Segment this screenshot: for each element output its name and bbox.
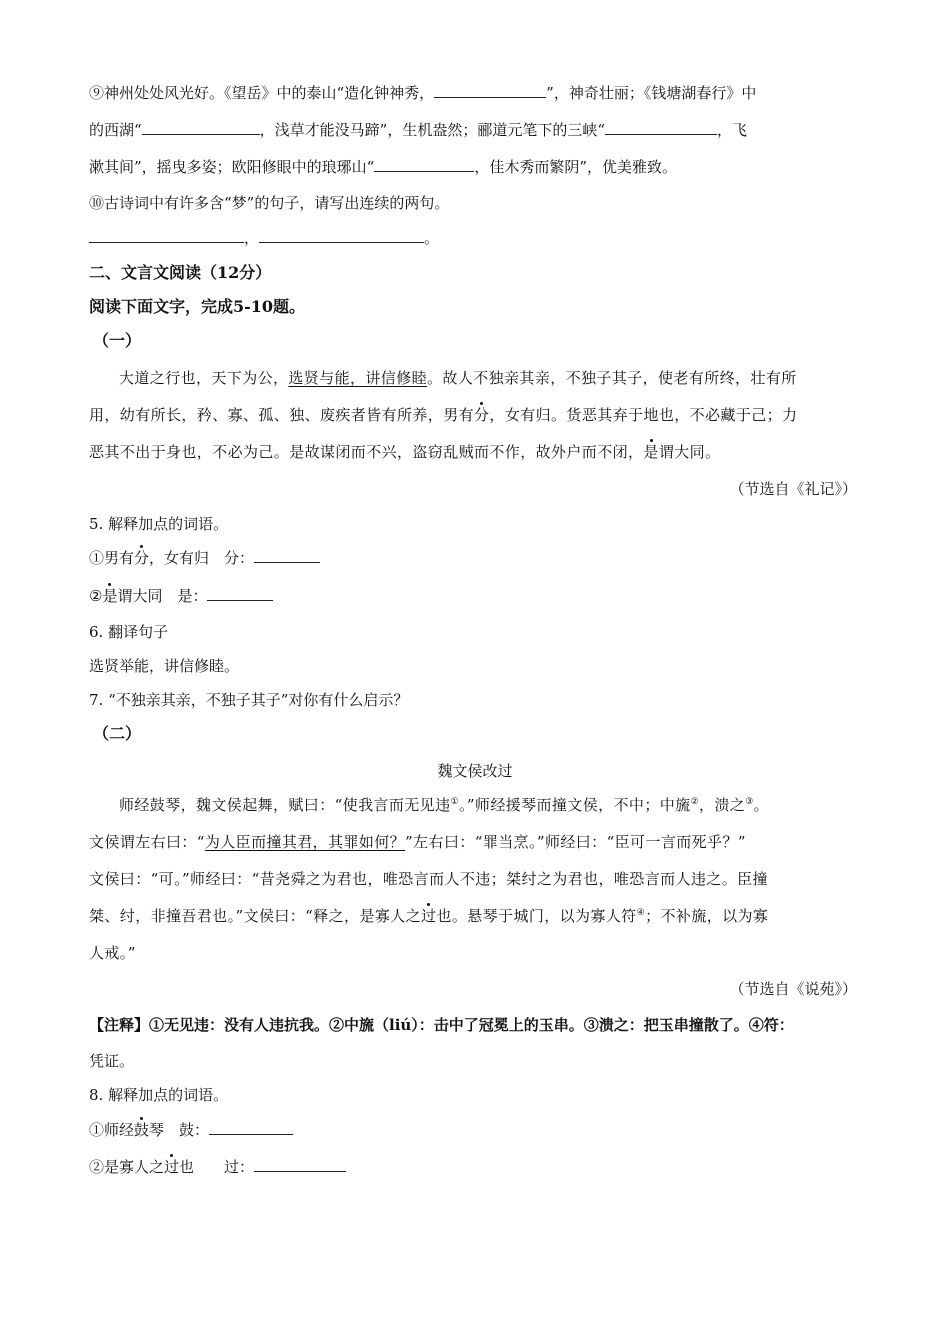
source-citation: （节选自《说苑》） bbox=[729, 980, 857, 998]
passage-2-line-4 bbox=[89, 906, 768, 926]
passage-text: ；不补旒，以为寡 bbox=[645, 907, 769, 925]
answer-blank[interactable] bbox=[374, 157, 474, 172]
passage-text: 谓大同。 bbox=[658, 443, 721, 461]
item-text: ② bbox=[89, 587, 103, 605]
note-marker: ② bbox=[690, 797, 699, 807]
part-label: （一） bbox=[93, 331, 142, 350]
source-citation: （节选自《礼记》） bbox=[729, 480, 857, 498]
notes-text: 【注释】①无见违：没有人违抗我。②中旒（liú）：击中了冠冕上的玉串。③溃之：把玉串撞散了。④符： bbox=[89, 1016, 794, 1034]
passage-text: 。 bbox=[753, 796, 770, 814]
note-marker: ③ bbox=[745, 797, 754, 807]
passage-text: 桀、纣，非撞吾君也。”文侯曰：“释之，是寡人之 bbox=[89, 907, 422, 925]
passage-text: 恶其不出于身也，不必为己。是故谋闭而不兴，盗窃乱贼而不作，故外户而不闭， bbox=[89, 443, 644, 461]
q9-line-1 bbox=[89, 83, 756, 103]
answer-blank[interactable] bbox=[142, 120, 260, 135]
q5-item-2 bbox=[89, 586, 273, 606]
separator: ， bbox=[244, 229, 260, 247]
dotted-word: 是 bbox=[102, 587, 118, 605]
q10-prompt: ⑩古诗词中有许多含“梦”的句子，请写出连续的两句。 bbox=[89, 194, 450, 212]
q9-line-2 bbox=[89, 120, 747, 140]
passage-1-line-3 bbox=[89, 442, 720, 462]
dotted-word: 是 bbox=[643, 443, 659, 461]
q8-item-1 bbox=[89, 1120, 293, 1140]
passage-text: 师经鼓琴，魏文侯起舞，赋曰：“使我言而无见违 bbox=[119, 796, 451, 814]
answer-blank[interactable] bbox=[89, 228, 244, 243]
q7-title: 7. “不独亲其亲，不独子其子”对你有什么启示？ bbox=[89, 691, 409, 709]
section-title: 二、文言文阅读（12分） bbox=[89, 263, 272, 282]
underlined-phrase: 为人臣而撞其君，其罪如何？ bbox=[204, 833, 406, 851]
q10-answer-line bbox=[89, 228, 439, 248]
answer-blank[interactable] bbox=[209, 1120, 293, 1135]
passage-text: 用，幼有所长，矜、寡、孤、独、废疾者皆有所养，男有 bbox=[89, 406, 475, 424]
dotted-word: 鼓 bbox=[134, 1121, 150, 1139]
q9-text: ，浅草才能没马蹄”，生机盎然；郦道元笔下的三峡“ bbox=[259, 121, 606, 139]
answer-blank[interactable] bbox=[254, 1157, 346, 1172]
q9-line-3 bbox=[89, 157, 677, 177]
part-label: （二） bbox=[93, 724, 142, 743]
answer-blank[interactable] bbox=[605, 120, 717, 135]
q9-text: ，佳木秀而繁阴”，优美雅致。 bbox=[474, 158, 678, 176]
item-text: ①师经 bbox=[89, 1121, 135, 1139]
q6-sentence: 选贤举能，讲信修睦。 bbox=[89, 657, 240, 675]
q9-text: ⑨神州处处风光好。《望岳》中的泰山“造化钟神秀， bbox=[89, 84, 435, 102]
passage-2-line-3: 文侯曰：“可。”师经曰：“昔尧舜之为君也，唯恐言而人不违；桀纣之为君也，唯恐言而人违之。臣撞 bbox=[89, 870, 768, 888]
q8-title: 8. 解释加点的词语。 bbox=[89, 1086, 229, 1104]
passage-text: ”左右曰：“罪当烹。”师经曰：“臣可一言而死乎？” bbox=[405, 833, 746, 851]
passage-1-line-2 bbox=[89, 405, 797, 425]
q9-text: 的西湖“ bbox=[89, 121, 142, 139]
q5-item-1 bbox=[89, 548, 320, 568]
item-text: 谓大同 是： bbox=[117, 587, 208, 605]
dotted-word: 过 bbox=[164, 1158, 180, 1176]
passage-2-line-5: 人戒。” bbox=[89, 944, 136, 962]
answer-blank[interactable] bbox=[434, 83, 546, 98]
item-text: 琴 鼓： bbox=[149, 1121, 210, 1139]
dotted-word: 分 bbox=[134, 549, 150, 567]
passage-text: 大道之行也，天下为公， bbox=[119, 369, 289, 387]
item-text: 也 过： bbox=[179, 1158, 255, 1176]
q9-text: 漱其间”，摇曳多姿；欧阳修眼中的琅琊山“ bbox=[89, 158, 375, 176]
note-marker: ① bbox=[450, 797, 459, 807]
notes-line-1 bbox=[89, 1015, 794, 1035]
q9-text: ”，神奇壮丽；《钱塘湖春行》中 bbox=[546, 84, 757, 102]
passage-text: ，溃之 bbox=[699, 796, 746, 814]
item-text: ①男有 bbox=[89, 549, 135, 567]
answer-blank[interactable] bbox=[254, 548, 320, 563]
notes-line-2: 凭证。 bbox=[89, 1052, 135, 1070]
q9-text: ，飞 bbox=[717, 121, 748, 139]
passage-1-line-1 bbox=[119, 368, 797, 388]
note-marker: ④ bbox=[636, 908, 646, 918]
answer-blank[interactable] bbox=[259, 228, 424, 243]
passage-text: 文侯谓左右曰：“ bbox=[89, 833, 205, 851]
item-text: ，女有归 分： bbox=[149, 549, 255, 567]
passage-text: 也。悬琴于城门，以为寡人符 bbox=[436, 907, 637, 925]
passage-heading: 魏文侯改过 bbox=[437, 762, 513, 780]
period: 。 bbox=[424, 229, 440, 247]
passage-text: ，女有归。货恶其弃于地也，不必藏于己；力 bbox=[489, 406, 798, 424]
passage-2-line-2 bbox=[89, 832, 746, 852]
passage-text: 。故人不独亲其亲，不独子其子，使老有所终，壮有所 bbox=[427, 369, 797, 387]
q6-title: 6. 翻译句子 bbox=[89, 623, 169, 641]
passage-2-line-1 bbox=[119, 795, 769, 815]
passage-text: 。”师经援琴而撞文侯，不中；中旒 bbox=[458, 796, 691, 814]
q8-item-2 bbox=[89, 1157, 346, 1177]
section-instruction: 阅读下面文字，完成5-10题。 bbox=[89, 297, 306, 316]
item-text: ②是寡人之 bbox=[89, 1158, 165, 1176]
underlined-phrase: 选贤与能，讲信修睦 bbox=[288, 369, 428, 387]
dotted-word: 分 bbox=[474, 406, 490, 424]
dotted-word: 过 bbox=[421, 907, 437, 925]
q5-title: 5. 解释加点的词语。 bbox=[89, 515, 229, 533]
answer-blank[interactable] bbox=[207, 586, 273, 601]
